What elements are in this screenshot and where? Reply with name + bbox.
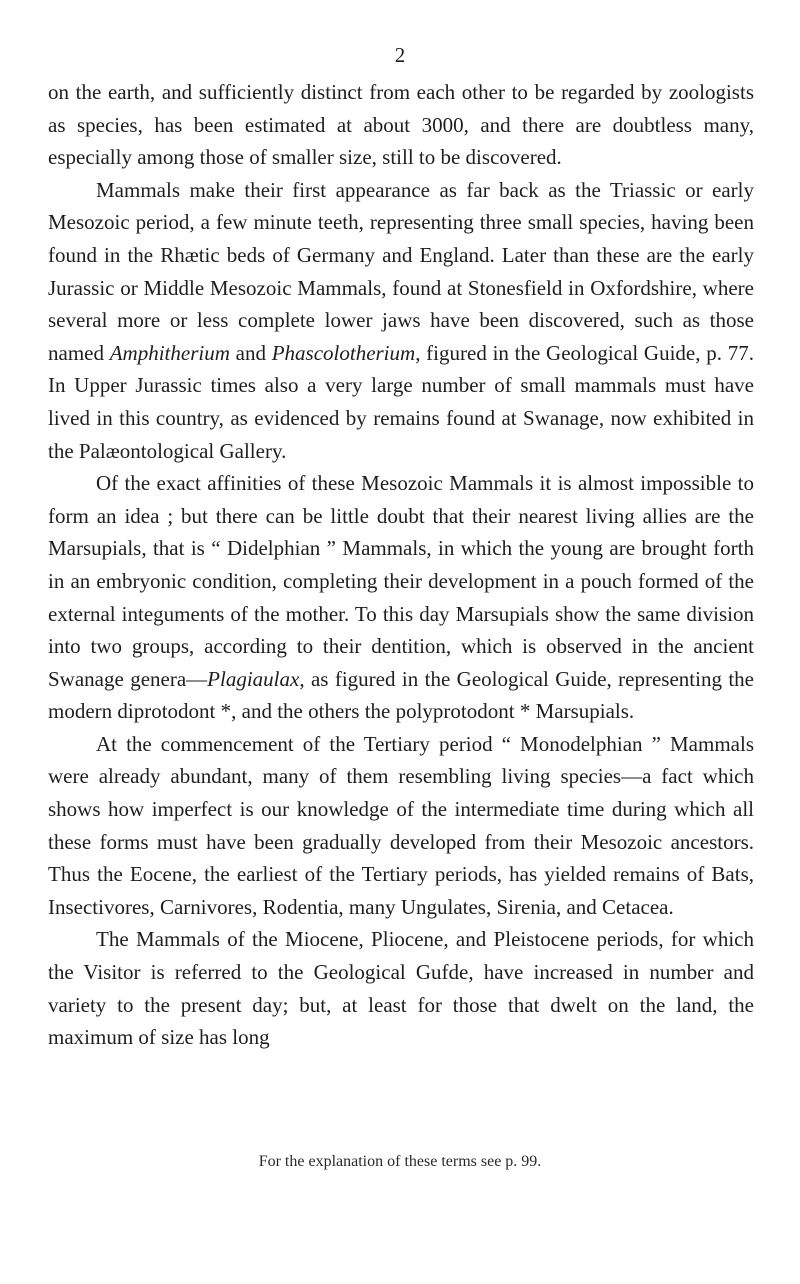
italic-term: Phascolotherium <box>271 340 416 365</box>
paragraph <box>48 467 754 728</box>
text-run: and <box>229 340 272 365</box>
text-run: The Mammals of the Miocene, Pliocene, and Pleistocene periods, for which the Visitor is referred to the Geological Gufde, have increased in number and variety to the present day; but, at least for those that dwelt on the land, the maximum of size has long <box>48 927 754 1050</box>
text-run: At the commencement of the Tertiary period “ Monodelphian ” Mammals were already abundant, many of them resembling living species—a fact which shows how imperfect is our knowledge of the intermediate time during which all these forms must have been gradually developed from their Mesozoic ancestors. Thus the Eocene, the earliest of the Tertiary periods, has yielded remains of Bats, Insectivores, Carnivores, Rodentia, many Ungulates, Sirenia, and Cetacea. <box>48 731 754 919</box>
italic-term: Plagiaulax <box>207 666 300 691</box>
body-text <box>48 76 754 1054</box>
text-run: Of the exact affinities of these Mesozoic Mammals it is almost impossible to form an idea ; but there can be little doubt that their nearest living allies are the Marsupials, that is “ Didelphian ” Mammals, in which the young are brought forth in an embryonic condition, completing their development in a pouch formed of the external integuments of the mother. To this day Marsupials show the same division into two groups, according to their dentition, which is observed in the ancient Swanage genera— <box>48 471 754 691</box>
paragraph <box>48 76 754 174</box>
text-run: , as figured in the Geological Guide, representing the modern diprotodont *, and the others the polyprotodont * Marsupials. <box>48 666 755 724</box>
text-run: on the earth, and sufficiently distinct from each other to be regarded by zoologists as species, has been estimated at about 3000, and there are doubtless many, especially among those of smaller size, still to be discovered. <box>48 80 754 170</box>
paragraph <box>48 728 754 924</box>
italic-term: Amphitherium <box>109 340 230 365</box>
paragraph <box>48 923 754 1053</box>
text-run: Mammals make their first appearance as far back as the Triassic or early Mesozoic period, a few minute teeth, representing three small species, having been found in the Rhætic beds of Germany and England. Later than these are the early Jurassic or Middle Mesozoic Mammals, found at Stonesfield in Oxfordshire, where several more or less complete lower jaws have been discovered, such as those named <box>48 177 754 365</box>
footnote: For the explanation of these terms see p. 99. <box>258 1153 542 1170</box>
page-number: 2 <box>394 43 406 67</box>
text-run: , figured in the Geological Guide, p. 77. In Upper Jurassic times also a very large number of small mammals must have lived in this country, as evidenced by remains found at Swanage, now exhibited in the Palæontological Gallery. <box>48 340 754 463</box>
paragraph <box>48 174 754 467</box>
